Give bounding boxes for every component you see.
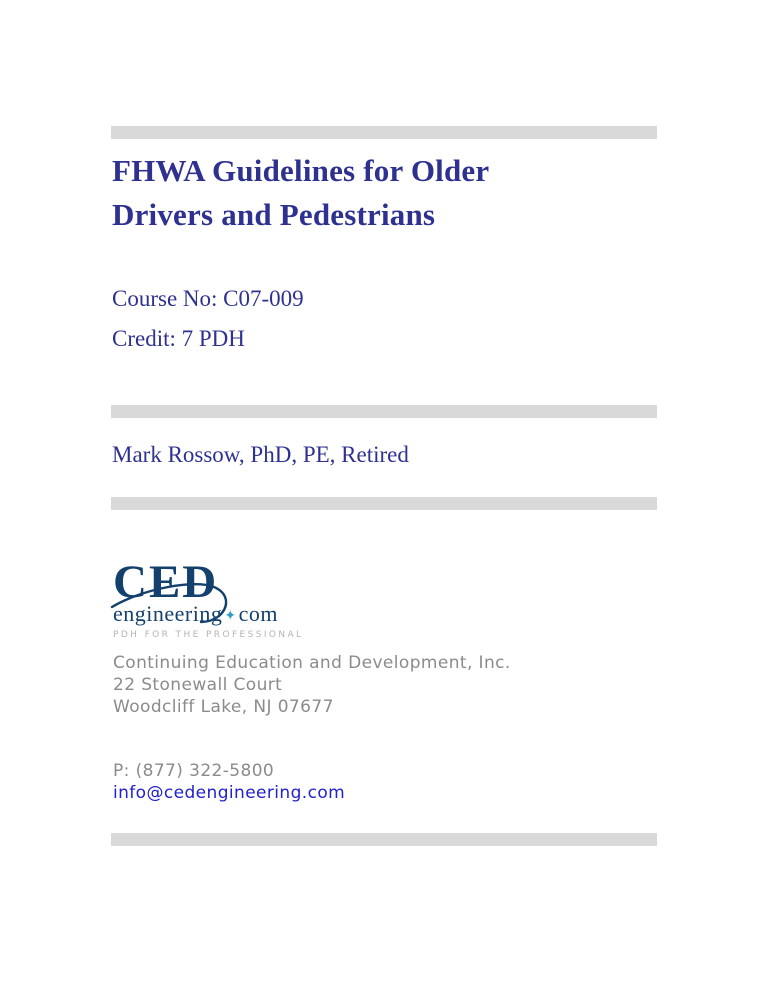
logo-engineering-text: engineering <box>113 601 223 626</box>
divider-bar-top <box>111 126 657 139</box>
company-name: Continuing Education and Development, Inc. <box>113 653 511 673</box>
document-title-line-2: Drivers and Pedestrians <box>112 197 436 232</box>
logo-ced-wrap <box>113 556 219 608</box>
document-title-line-1: FHWA Guidelines for Older <box>112 153 490 188</box>
company-address-block <box>113 652 511 718</box>
company-street: 22 Stonewall Court <box>113 675 283 695</box>
credit-hours: Credit: 7 PDH <box>112 326 245 351</box>
email-link[interactable]: info@cedengineering.com <box>113 783 346 803</box>
email-line <box>113 782 345 804</box>
divider-bar-third <box>111 497 657 510</box>
logo-tagline: PDH FOR THE PROFESSIONAL <box>113 630 304 640</box>
ced-engineering-logo <box>113 556 304 640</box>
course-number: Course No: C07-009 <box>112 286 304 311</box>
document-title <box>112 149 489 237</box>
company-city: Woodcliff Lake, NJ 07677 <box>113 697 334 717</box>
divider-bar-bottom <box>111 833 657 846</box>
divider-bar-second <box>111 405 657 418</box>
logo-star-icon: ✦ <box>224 608 237 624</box>
phone-number: P: (877) 322-5800 <box>113 761 275 781</box>
logo-com-text: com <box>238 601 278 626</box>
author-name: Mark Rossow, PhD, PE, Retired <box>112 442 409 467</box>
logo-ced-text: CED <box>113 556 219 608</box>
